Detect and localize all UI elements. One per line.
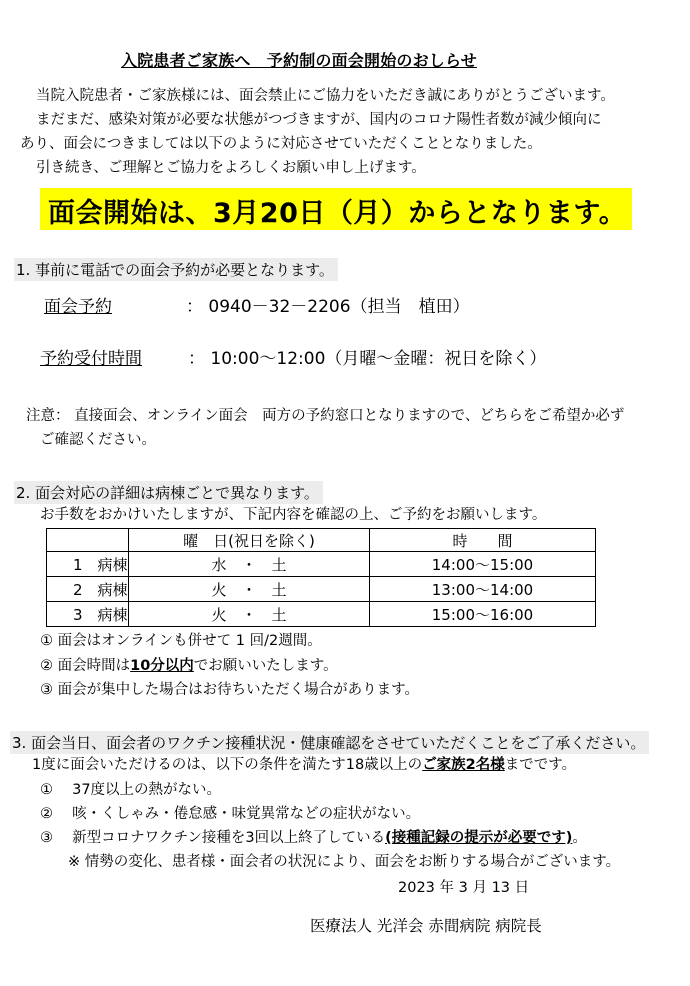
time-cell: 15:00～16:00: [370, 602, 596, 627]
section-3-heading: 3. 面会当日、面会者のワクチン接種状況・健康確認をさせていただくことをご了承ください。: [10, 731, 649, 754]
table-row: [47, 602, 596, 627]
rule-item-3: ③ 面会が集中した場合はお待ちいただく場合があります。: [40, 682, 419, 698]
rule-item-1: ① 面会はオンラインも併せて 1 回/2週間。: [40, 633, 322, 649]
rule-item-2-post: でお願いいたします。: [193, 658, 338, 674]
intro-line-1: 当院入院患者・ご家族様には、面会禁止にご協力をいただき誠にありがとうございます。: [36, 88, 615, 104]
section-3-lead-pre: 1度に面会いただけるのは、以下の条件を満たす18歳以上の: [32, 757, 423, 773]
rule-item-2-emphasis: 10分以内: [130, 658, 194, 674]
intro-line-2: まだまだ、感染対策が必要な状態がつづきますが、国内のコロナ陽性者数が減少傾向に: [36, 112, 602, 128]
reservation-label: 面会予約: [44, 297, 112, 317]
section-1-heading: 1. 事前に電話での面会予約が必要となります。: [14, 258, 338, 281]
table-header-cell: [47, 529, 129, 552]
page-title: 入院患者ご家族へ 予約制の面会開始のおしらせ: [121, 51, 477, 70]
hours-value: ： 10:00～12:00（月曜～金曜：祝日を除く）: [188, 349, 547, 369]
table-row: [47, 577, 596, 602]
days-cell: 火 ・ 土: [129, 577, 370, 602]
section-3-lead: [32, 755, 576, 775]
note-line-2: ご確認ください。: [40, 432, 156, 448]
visit-schedule-table: [46, 528, 596, 627]
hours-label: 予約受付時間: [40, 349, 142, 369]
issue-date: 2023 年 3 月 13 日: [398, 880, 530, 896]
table-header-row: [47, 529, 596, 552]
section-3-lead-post: までです。: [504, 757, 577, 773]
section-2-lead: お手数をおかけいたしますが、下記内容を確認の上、ご予約をお願いします。: [40, 507, 547, 523]
rule-item-2: [40, 656, 338, 676]
section-3-lead-emphasis: ご家族2名様: [422, 757, 505, 773]
remark: ※ 情勢の変化、患者様・面会者の状況により、面会をお断りする場合がございます。: [68, 854, 621, 870]
reservation-phone: ： 0940－32－2206（担当 植田）: [186, 297, 470, 317]
table-header-cell: 時 間: [370, 529, 596, 552]
ward-cell: 2 病棟: [47, 577, 129, 602]
table-row: [47, 552, 596, 577]
intro-line-4: 引き続き、ご理解とご協力をよろしくお願い申し上げます。: [36, 160, 426, 176]
table-header-cell: 曜 日(祝日を除く): [129, 529, 370, 552]
section-2-heading: 2. 面会対応の詳細は病棟ごとで異なります。: [14, 481, 323, 504]
condition-3: [40, 828, 587, 848]
start-date-banner: [40, 188, 632, 230]
note-line-1: 注意： 直接面会、オンライン面会 両方の予約窓口となりますので、どちらをご希望か必ず: [26, 408, 625, 424]
condition-3-pre: ③ 新型コロナワクチン接種を3回以上終了している: [40, 830, 386, 846]
ward-cell: 3 病棟: [47, 602, 129, 627]
start-date-text: 面会開始は、3月20日（月）からとなります。: [48, 198, 627, 229]
time-cell: 13:00～14:00: [370, 577, 596, 602]
condition-1: ① 37度以上の熱がない。: [40, 782, 222, 798]
days-cell: 火 ・ 土: [129, 602, 370, 627]
time-cell: 14:00～15:00: [370, 552, 596, 577]
signature: 医療法人 光洋会 赤間病院 病院長: [310, 917, 542, 935]
condition-2: ② 咳・くしゃみ・倦怠感・味覚異常などの症状がない。: [40, 806, 421, 822]
condition-3-emphasis: (接種記録の提示が必要です): [385, 830, 573, 846]
ward-cell: 1 病棟: [47, 552, 129, 577]
intro-line-3: あり、面会につきましては以下のように対応させていただくこととなりました。: [20, 136, 542, 152]
days-cell: 水 ・ 土: [129, 552, 370, 577]
rule-item-2-pre: ② 面会時間は: [40, 658, 131, 674]
condition-3-post: 。: [572, 830, 587, 846]
